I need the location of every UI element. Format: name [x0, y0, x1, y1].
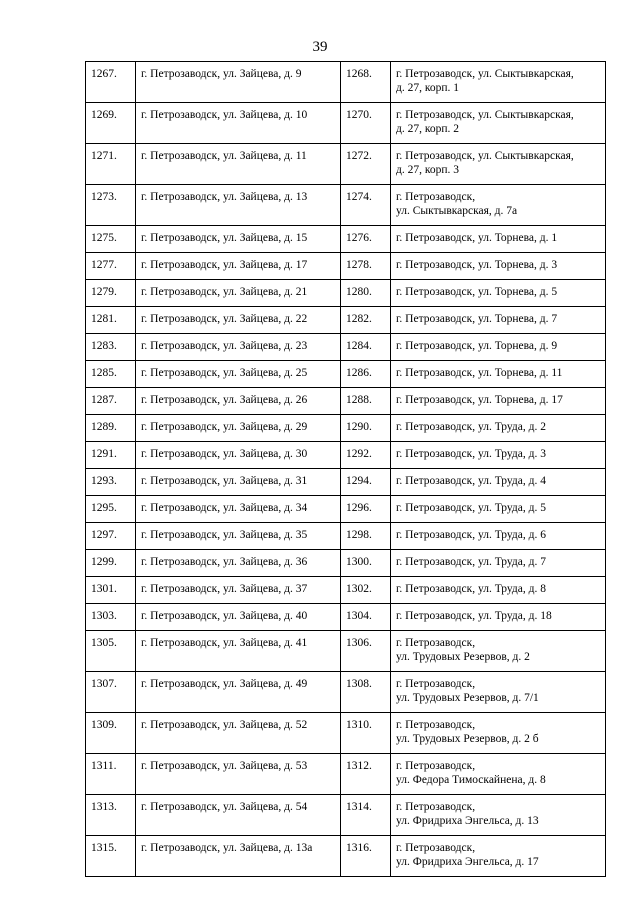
address-line: г. Петрозаводск, ул. Сыктывкарская, — [396, 68, 574, 80]
entry-number: 1298. — [341, 523, 391, 550]
entry-address — [136, 496, 341, 523]
entry-address — [391, 185, 606, 226]
entry-address — [391, 631, 606, 672]
entry-number: 1286. — [341, 361, 391, 388]
entry-address — [136, 226, 341, 253]
entry-number: 1271. — [86, 144, 136, 185]
table-row — [86, 185, 606, 226]
table-row — [86, 62, 606, 103]
entry-address — [391, 754, 606, 795]
entry-address — [136, 523, 341, 550]
address-line: г. Петрозаводск, ул. Торнева, д. 17 — [396, 394, 563, 406]
address-line: г. Петрозаводск, ул. Торнева, д. 1 — [396, 232, 558, 244]
address-line: д. 27, корп. 3 — [396, 164, 460, 176]
entry-address — [136, 103, 341, 144]
entry-number: 1275. — [86, 226, 136, 253]
address-line: г. Петрозаводск, ул. Труда, д. 4 — [396, 475, 546, 487]
table-row — [86, 795, 606, 836]
entry-number: 1310. — [341, 713, 391, 754]
entry-number: 1312. — [341, 754, 391, 795]
entry-address — [391, 307, 606, 334]
entry-address — [391, 550, 606, 577]
address-line: г. Петрозаводск, ул. Зайцева, д. 13 — [141, 191, 308, 203]
address-line: ул. Трудовых Резервов, д. 2 — [396, 651, 530, 663]
entry-number: 1316. — [341, 836, 391, 877]
entry-number: 1284. — [341, 334, 391, 361]
entry-number: 1304. — [341, 604, 391, 631]
address-line: д. 27, корп. 2 — [396, 123, 460, 135]
address-line: ул. Сыктывкарская, д. 7а — [396, 205, 518, 217]
table-row — [86, 523, 606, 550]
entry-number: 1303. — [86, 604, 136, 631]
address-table-body — [86, 62, 606, 877]
entry-address — [136, 253, 341, 280]
entry-address — [391, 253, 606, 280]
table-row — [86, 754, 606, 795]
table-row — [86, 469, 606, 496]
entry-number: 1283. — [86, 334, 136, 361]
address-line: г. Петрозаводск, ул. Торнева, д. 5 — [396, 286, 558, 298]
table-row — [86, 144, 606, 185]
entry-address — [391, 795, 606, 836]
entry-address — [391, 442, 606, 469]
entry-address — [391, 523, 606, 550]
entry-address — [136, 604, 341, 631]
address-line: ул. Трудовых Резервов, д. 2 б — [396, 733, 539, 745]
entry-address — [136, 795, 341, 836]
address-line: г. Петрозаводск, ул. Зайцева, д. 21 — [141, 286, 308, 298]
address-line: г. Петрозаводск, ул. Зайцева, д. 9 — [141, 68, 302, 80]
address-line: г. Петрозаводск, ул. Сыктывкарская, — [396, 109, 574, 121]
entry-number: 1277. — [86, 253, 136, 280]
entry-number: 1311. — [86, 754, 136, 795]
address-line: г. Петрозаводск, ул. Зайцева, д. 11 — [141, 150, 307, 162]
table-row — [86, 253, 606, 280]
address-line: г. Петрозаводск, ул. Труда, д. 2 — [396, 421, 546, 433]
entry-address — [391, 388, 606, 415]
entry-number: 1276. — [341, 226, 391, 253]
address-line: г. Петрозаводск, ул. Труда, д. 5 — [396, 502, 546, 514]
address-line: г. Петрозаводск, ул. Зайцева, д. 10 — [141, 109, 308, 121]
entry-address — [391, 361, 606, 388]
table-row — [86, 631, 606, 672]
address-line: г. Петрозаводск, ул. Труда, д. 3 — [396, 448, 546, 460]
address-line: г. Петрозаводск, ул. Зайцева, д. 13а — [141, 842, 313, 854]
entry-number: 1314. — [341, 795, 391, 836]
address-line: г. Петрозаводск, ул. Торнева, д. 11 — [396, 367, 563, 379]
entry-number: 1278. — [341, 253, 391, 280]
entry-address — [136, 672, 341, 713]
entry-number: 1299. — [86, 550, 136, 577]
table-row — [86, 334, 606, 361]
entry-number: 1280. — [341, 280, 391, 307]
table-row — [86, 713, 606, 754]
entry-number: 1291. — [86, 442, 136, 469]
address-line: г. Петрозаводск, ул. Зайцева, д. 29 — [141, 421, 308, 433]
entry-number: 1270. — [341, 103, 391, 144]
address-line: г. Петрозаводск, ул. Зайцева, д. 25 — [141, 367, 308, 379]
entry-number: 1285. — [86, 361, 136, 388]
table-row — [86, 280, 606, 307]
entry-address — [136, 144, 341, 185]
entry-number: 1289. — [86, 415, 136, 442]
entry-address — [391, 415, 606, 442]
entry-address — [391, 836, 606, 877]
address-line: г. Петрозаводск, — [396, 801, 476, 813]
entry-address — [136, 577, 341, 604]
address-line: г. Петрозаводск, ул. Зайцева, д. 53 — [141, 760, 308, 772]
address-line: г. Петрозаводск, ул. Зайцева, д. 49 — [141, 678, 308, 690]
address-line: д. 27, корп. 1 — [396, 82, 460, 94]
entry-address — [136, 280, 341, 307]
entry-address — [391, 496, 606, 523]
address-line: г. Петрозаводск, ул. Труда, д. 8 — [396, 583, 546, 595]
address-line: г. Петрозаводск, ул. Зайцева, д. 26 — [141, 394, 308, 406]
table-row — [86, 577, 606, 604]
entry-address — [136, 442, 341, 469]
entry-number: 1302. — [341, 577, 391, 604]
entry-address — [391, 713, 606, 754]
table-row — [86, 442, 606, 469]
entry-address — [136, 62, 341, 103]
entry-address — [391, 334, 606, 361]
address-line: г. Петрозаводск, ул. Сыктывкарская, — [396, 150, 574, 162]
address-line: г. Петрозаводск, ул. Зайцева, д. 41 — [141, 637, 308, 649]
address-line: г. Петрозаводск, — [396, 842, 476, 854]
entry-number: 1293. — [86, 469, 136, 496]
entry-address — [136, 307, 341, 334]
table-row — [86, 496, 606, 523]
table-row — [86, 361, 606, 388]
address-line: г. Петрозаводск, — [396, 719, 476, 731]
address-line: г. Петрозаводск, ул. Зайцева, д. 23 — [141, 340, 308, 352]
address-line: г. Петрозаводск, — [396, 637, 476, 649]
entry-address — [391, 144, 606, 185]
entry-address — [136, 550, 341, 577]
table-row — [86, 604, 606, 631]
entry-number: 1313. — [86, 795, 136, 836]
entry-address — [391, 469, 606, 496]
table-row — [86, 307, 606, 334]
entry-number: 1301. — [86, 577, 136, 604]
table-row — [86, 550, 606, 577]
address-table — [85, 61, 606, 877]
entry-address — [136, 469, 341, 496]
address-line: г. Петрозаводск, — [396, 760, 476, 772]
entry-number: 1279. — [86, 280, 136, 307]
address-line: г. Петрозаводск, — [396, 678, 476, 690]
address-line: г. Петрозаводск, ул. Труда, д. 6 — [396, 529, 546, 541]
entry-number: 1294. — [341, 469, 391, 496]
entry-number: 1272. — [341, 144, 391, 185]
entry-address — [391, 577, 606, 604]
entry-number: 1269. — [86, 103, 136, 144]
entry-number: 1281. — [86, 307, 136, 334]
entry-address — [391, 62, 606, 103]
entry-number: 1287. — [86, 388, 136, 415]
address-line: ул. Фридриха Энгельса, д. 13 — [396, 815, 539, 827]
address-line: г. Петрозаводск, ул. Зайцева, д. 35 — [141, 529, 308, 541]
address-line: г. Петрозаводск, ул. Зайцева, д. 22 — [141, 313, 308, 325]
address-line: г. Петрозаводск, ул. Зайцева, д. 31 — [141, 475, 308, 487]
address-line: г. Петрозаводск, — [396, 191, 476, 203]
entry-number: 1295. — [86, 496, 136, 523]
entry-address — [136, 388, 341, 415]
address-line: г. Петрозаводск, ул. Зайцева, д. 34 — [141, 502, 308, 514]
entry-number: 1308. — [341, 672, 391, 713]
entry-number: 1297. — [86, 523, 136, 550]
entry-number: 1274. — [341, 185, 391, 226]
table-row — [86, 836, 606, 877]
address-line: г. Петрозаводск, ул. Торнева, д. 7 — [396, 313, 558, 325]
entry-address — [136, 713, 341, 754]
table-row — [86, 415, 606, 442]
entry-number: 1292. — [341, 442, 391, 469]
entry-address — [391, 672, 606, 713]
address-line: ул. Фридриха Энгельса, д. 17 — [396, 856, 539, 868]
address-line: г. Петрозаводск, ул. Торнева, д. 3 — [396, 259, 558, 271]
address-line: г. Петрозаводск, ул. Зайцева, д. 36 — [141, 556, 308, 568]
entry-number: 1300. — [341, 550, 391, 577]
address-line: г. Петрозаводск, ул. Торнева, д. 9 — [396, 340, 558, 352]
entry-address — [391, 226, 606, 253]
entry-number: 1296. — [341, 496, 391, 523]
entry-address — [136, 415, 341, 442]
entry-address — [136, 334, 341, 361]
page-number: 39 — [312, 39, 328, 55]
entry-address — [136, 631, 341, 672]
entry-number: 1288. — [341, 388, 391, 415]
entry-address — [391, 604, 606, 631]
address-line: г. Петрозаводск, ул. Зайцева, д. 30 — [141, 448, 308, 460]
entry-address — [136, 836, 341, 877]
entry-number: 1282. — [341, 307, 391, 334]
address-line: г. Петрозаводск, ул. Зайцева, д. 54 — [141, 801, 308, 813]
address-line: ул. Федора Тимоскайнена, д. 8 — [396, 774, 546, 786]
entry-address — [391, 280, 606, 307]
table-row — [86, 388, 606, 415]
entry-number: 1307. — [86, 672, 136, 713]
table-row — [86, 226, 606, 253]
address-line: г. Петрозаводск, ул. Зайцева, д. 15 — [141, 232, 308, 244]
entry-address — [136, 185, 341, 226]
entry-number: 1309. — [86, 713, 136, 754]
address-line: г. Петрозаводск, ул. Зайцева, д. 17 — [141, 259, 308, 271]
entry-address — [136, 754, 341, 795]
address-line: г. Петрозаводск, ул. Труда, д. 7 — [396, 556, 546, 568]
entry-number: 1315. — [86, 836, 136, 877]
entry-number: 1267. — [86, 62, 136, 103]
address-line: г. Петрозаводск, ул. Труда, д. 18 — [396, 610, 552, 622]
entry-number: 1273. — [86, 185, 136, 226]
entry-address — [391, 103, 606, 144]
table-row — [86, 103, 606, 144]
address-line: г. Петрозаводск, ул. Зайцева, д. 52 — [141, 719, 308, 731]
address-line: г. Петрозаводск, ул. Зайцева, д. 40 — [141, 610, 308, 622]
entry-address — [136, 361, 341, 388]
entry-number: 1305. — [86, 631, 136, 672]
entry-number: 1268. — [341, 62, 391, 103]
address-line: г. Петрозаводск, ул. Зайцева, д. 37 — [141, 583, 308, 595]
address-line: ул. Трудовых Резервов, д. 7/1 — [396, 692, 539, 704]
table-row — [86, 672, 606, 713]
entry-number: 1306. — [341, 631, 391, 672]
entry-number: 1290. — [341, 415, 391, 442]
